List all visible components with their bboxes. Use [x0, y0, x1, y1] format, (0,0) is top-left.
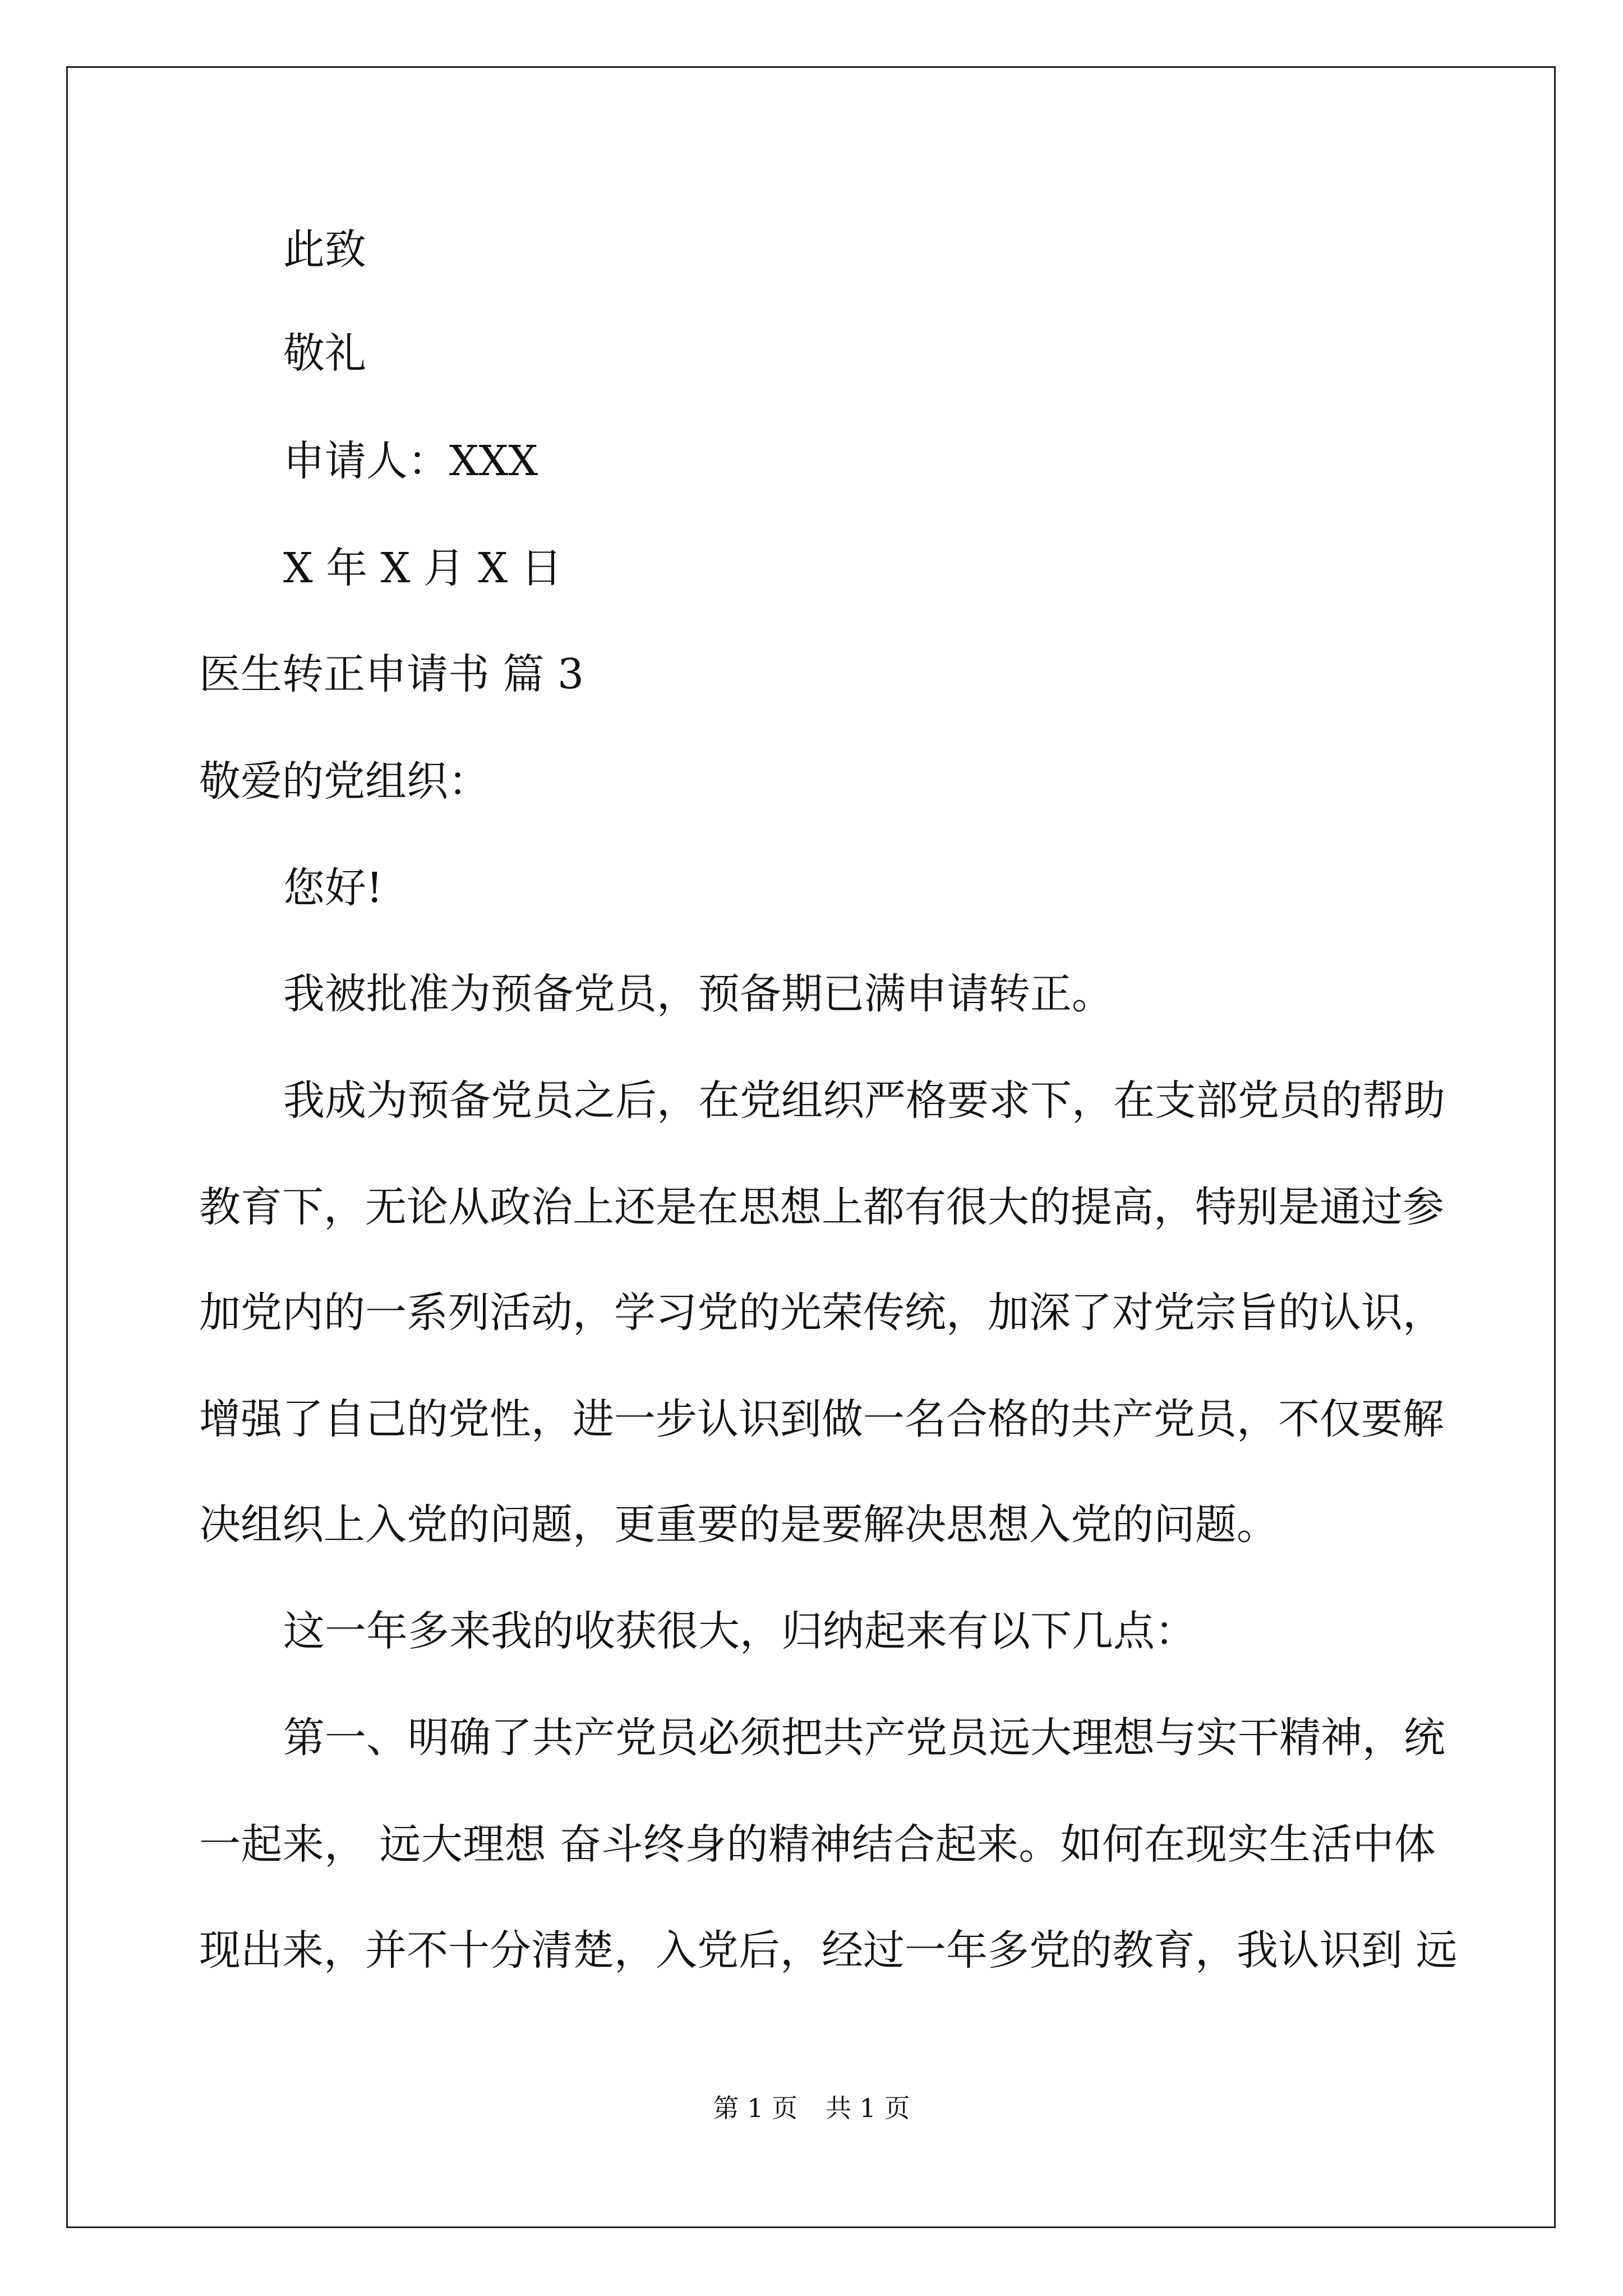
closing-regards: 敬礼	[283, 329, 366, 378]
applicant-signature: 申请人：XXX	[283, 437, 538, 485]
paragraph-line: 我成为预备党员之后，在党组织严格要求下，在支部党员的帮助	[283, 1076, 1445, 1125]
closing-salutation: 此致	[283, 226, 366, 274]
page-number: 第 1 页	[713, 2093, 797, 2123]
date-line: X 年 X 月 X 日	[283, 544, 562, 592]
page-total: 共 1 页	[826, 2093, 910, 2123]
paragraph-line: 这一年多来我的收获很大，归纳起来有以下几点：	[283, 1607, 1196, 1655]
greeting-hello: 您好!	[283, 864, 383, 912]
paragraph-line: 教育下，无论从政治上还是在思想上都有很大的提高，特别是通过参	[199, 1183, 1444, 1231]
paragraph-line: 现出来，并不十分清楚，入党后，经过一年多党的教育，我认识到 远	[199, 1926, 1458, 1975]
paragraph-line: 加党内的一系列活动，学习党的光荣传统，加深了对党宗旨的认识，	[199, 1289, 1444, 1337]
page-footer	[0, 2091, 1623, 2125]
section-heading: 医生转正申请书 篇 3	[199, 650, 584, 698]
page-border	[66, 66, 1556, 2228]
paragraph-line: 一起来， 远大理想 奋斗终身的精神结合起来。如何在现实生活中体	[199, 1820, 1436, 1869]
paragraph-line: 我被批准为预备党员，预备期已满申请转正。	[283, 970, 1113, 1018]
paragraph-line: 增强了自己的党性，进一步认识到做一名合格的共产党员，不仅要解	[199, 1395, 1444, 1443]
paragraph-line: 决组织上入党的问题，更重要的是要解决思想入党的问题。	[199, 1501, 1278, 1549]
letter-greeting: 敬爱的党组织：	[199, 757, 490, 806]
paragraph-line: 第一、明确了共产党员必须把共产党员远大理想与实干精神，统	[283, 1714, 1445, 1762]
